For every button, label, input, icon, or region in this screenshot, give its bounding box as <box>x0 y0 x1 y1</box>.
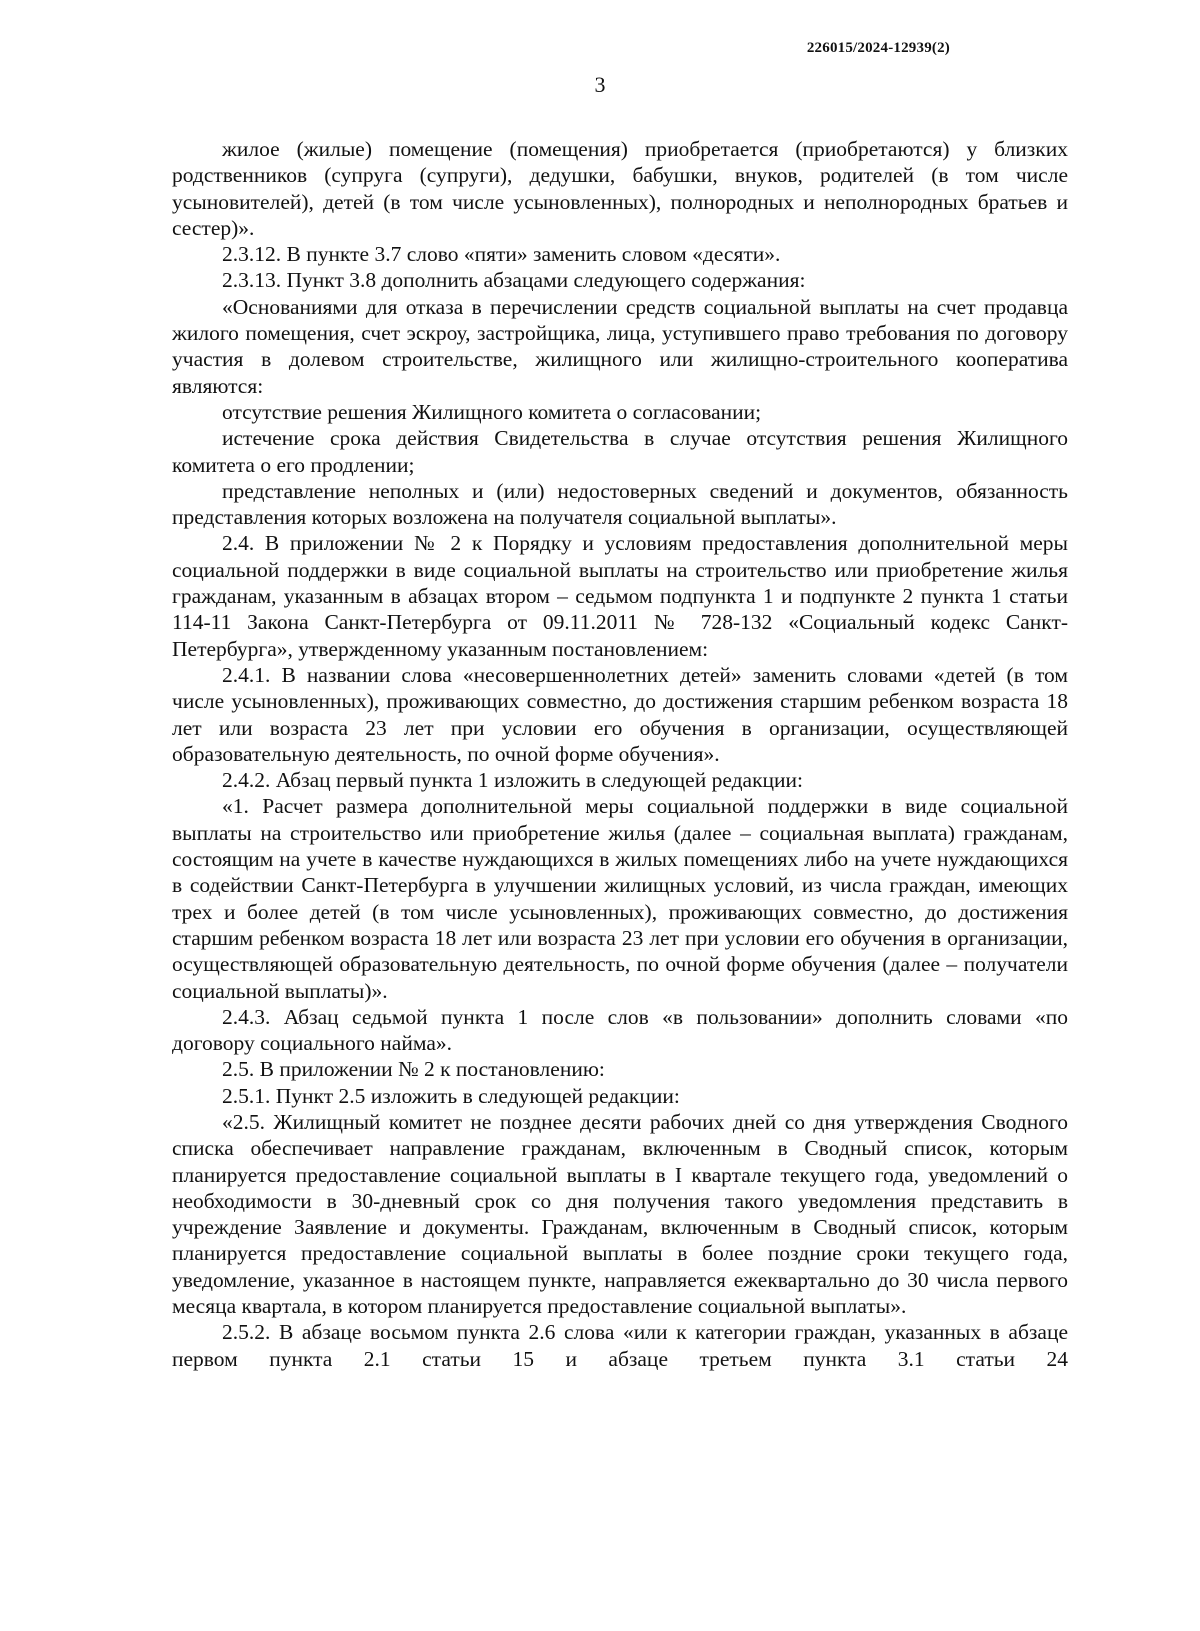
paragraph: 2.3.13. Пункт 3.8 дополнить абзацами следующего содержания: <box>222 268 806 293</box>
paragraph: 2.4.1. В названии слова «несовершеннолетних детей» заменить словами «детей (в том числе усыновленных), проживающих совместно, до достижения старшим ребенком возраста 18 лет или возраста 23 лет при условии его обучения в организации, осуществляющей образовательную деятельность, по очной форме обучения». <box>172 662 1068 766</box>
paragraph: жилое (жилые) помещение (помещения) приобретается (приобретаются) у близких родственников (супруга (супруги), дедушки, бабушки, внуков, родителей (в том числе усыновителей), детей (в том числе усыновленных), полнородных и неполнородных братьев и сестер)». <box>172 137 1068 240</box>
paragraph: отсутствие решения Жилищного комитета о согласовании; <box>222 399 762 424</box>
paragraph: 2.5.1. Пункт 2.5 изложить в следующей редакции: <box>222 1083 680 1108</box>
document-number: 226015/2024-12939(2) <box>806 40 950 56</box>
paragraph: истечение срока действия Свидетельства в случае отсутствия решения Жилищного комитета о его продлении; <box>172 426 1068 477</box>
paragraph: «1. Расчет размера дополнительной меры социальной поддержки в виде социальной выплаты на строительство или приобретение жилья (далее – социальная выплата) гражданам, состоящим на учете в качестве нуждающихся в жилых помещениях либо на учете нуждающихся в содействии Санкт-Петербурга в улучшении жилищных условий, из числа граждан, имеющих трех и более детей (в том числе усыновленных), проживающих совместно, до достижения старшим ребенком возраста 18 лет или возраста 23 лет при условии его обучения в организации, осуществляющей образовательную деятельность, по очной форме обучения (далее – получатели социальной выплаты)». <box>172 794 1068 1003</box>
paragraph: «2.5. Жилищный комитет не позднее десяти рабочих дней со дня утверждения Сводного списка обеспечивает направление гражданам, включенным в Сводный список, которым планируется предоставление социальной выплаты в I квартале текущего года, уведомлений о необходимости в 30-дневный срок со дня получения такого уведомления представить в учреждение Заявление и документы. Гражданам, включенным в Сводный список, которым планируется предоставление социальной выплаты в более поздние сроки текущего года, уведомление, указанное в настоящем пункте, направляется ежеквартально до 30 числа первого месяца квартала, в котором планируется предоставление социальной выплаты». <box>172 1109 1068 1319</box>
paragraph: 2.3.12. В пункте 3.7 слово «пяти» заменить словом «десяти». <box>222 242 781 267</box>
paragraph: 2.4.3. Абзац седьмой пункта 1 после слов «в пользовании» дополнить словами «по договору социального найма». <box>172 1004 1068 1056</box>
paragraph: «Основаниями для отказа в перечислении средств социальной выплаты на счет продавца жилого помещения, счет эскроу, застройщика, лица, уступившего право требования по договору участия в долевом строительстве, жилищного или жилищно-строительного кооператива являются: <box>172 294 1068 398</box>
paragraph: 2.4. В приложении № 2 к Порядку и условиям предоставления дополнительной меры социальной поддержки в виде социальной выплаты на строительство или приобретение жилья гражданам, указанным в абзацах втором – седьмом подпункта 1 и подпункте 2 пункта 1 статьи 114-11 Закона Санкт-Петербурга от 09.11.2011 № 728-132 «Социальный кодекс Санкт-Петербурга», утвержденному указанным постановлением: <box>172 531 1068 661</box>
paragraph: 2.5. В приложении № 2 к постановлению: <box>222 1057 605 1082</box>
document-body <box>172 136 1068 1372</box>
paragraph: представление неполных и (или) недостоверных сведений и документов, обязанность представления которых возложена на получателя социальной выплаты». <box>172 478 1068 530</box>
page-number: 3 <box>594 72 606 97</box>
paragraph: 2.4.2. Абзац первый пункта 1 изложить в следующей редакции: <box>222 768 804 793</box>
paragraph: 2.5.2. В абзаце восьмом пункта 2.6 слова «или к категории граждан, указанных в абзаце первом пункта 2.1 статьи 15 и абзаце третьем пункта 3.1 статьи 24 <box>172 1320 1068 1371</box>
